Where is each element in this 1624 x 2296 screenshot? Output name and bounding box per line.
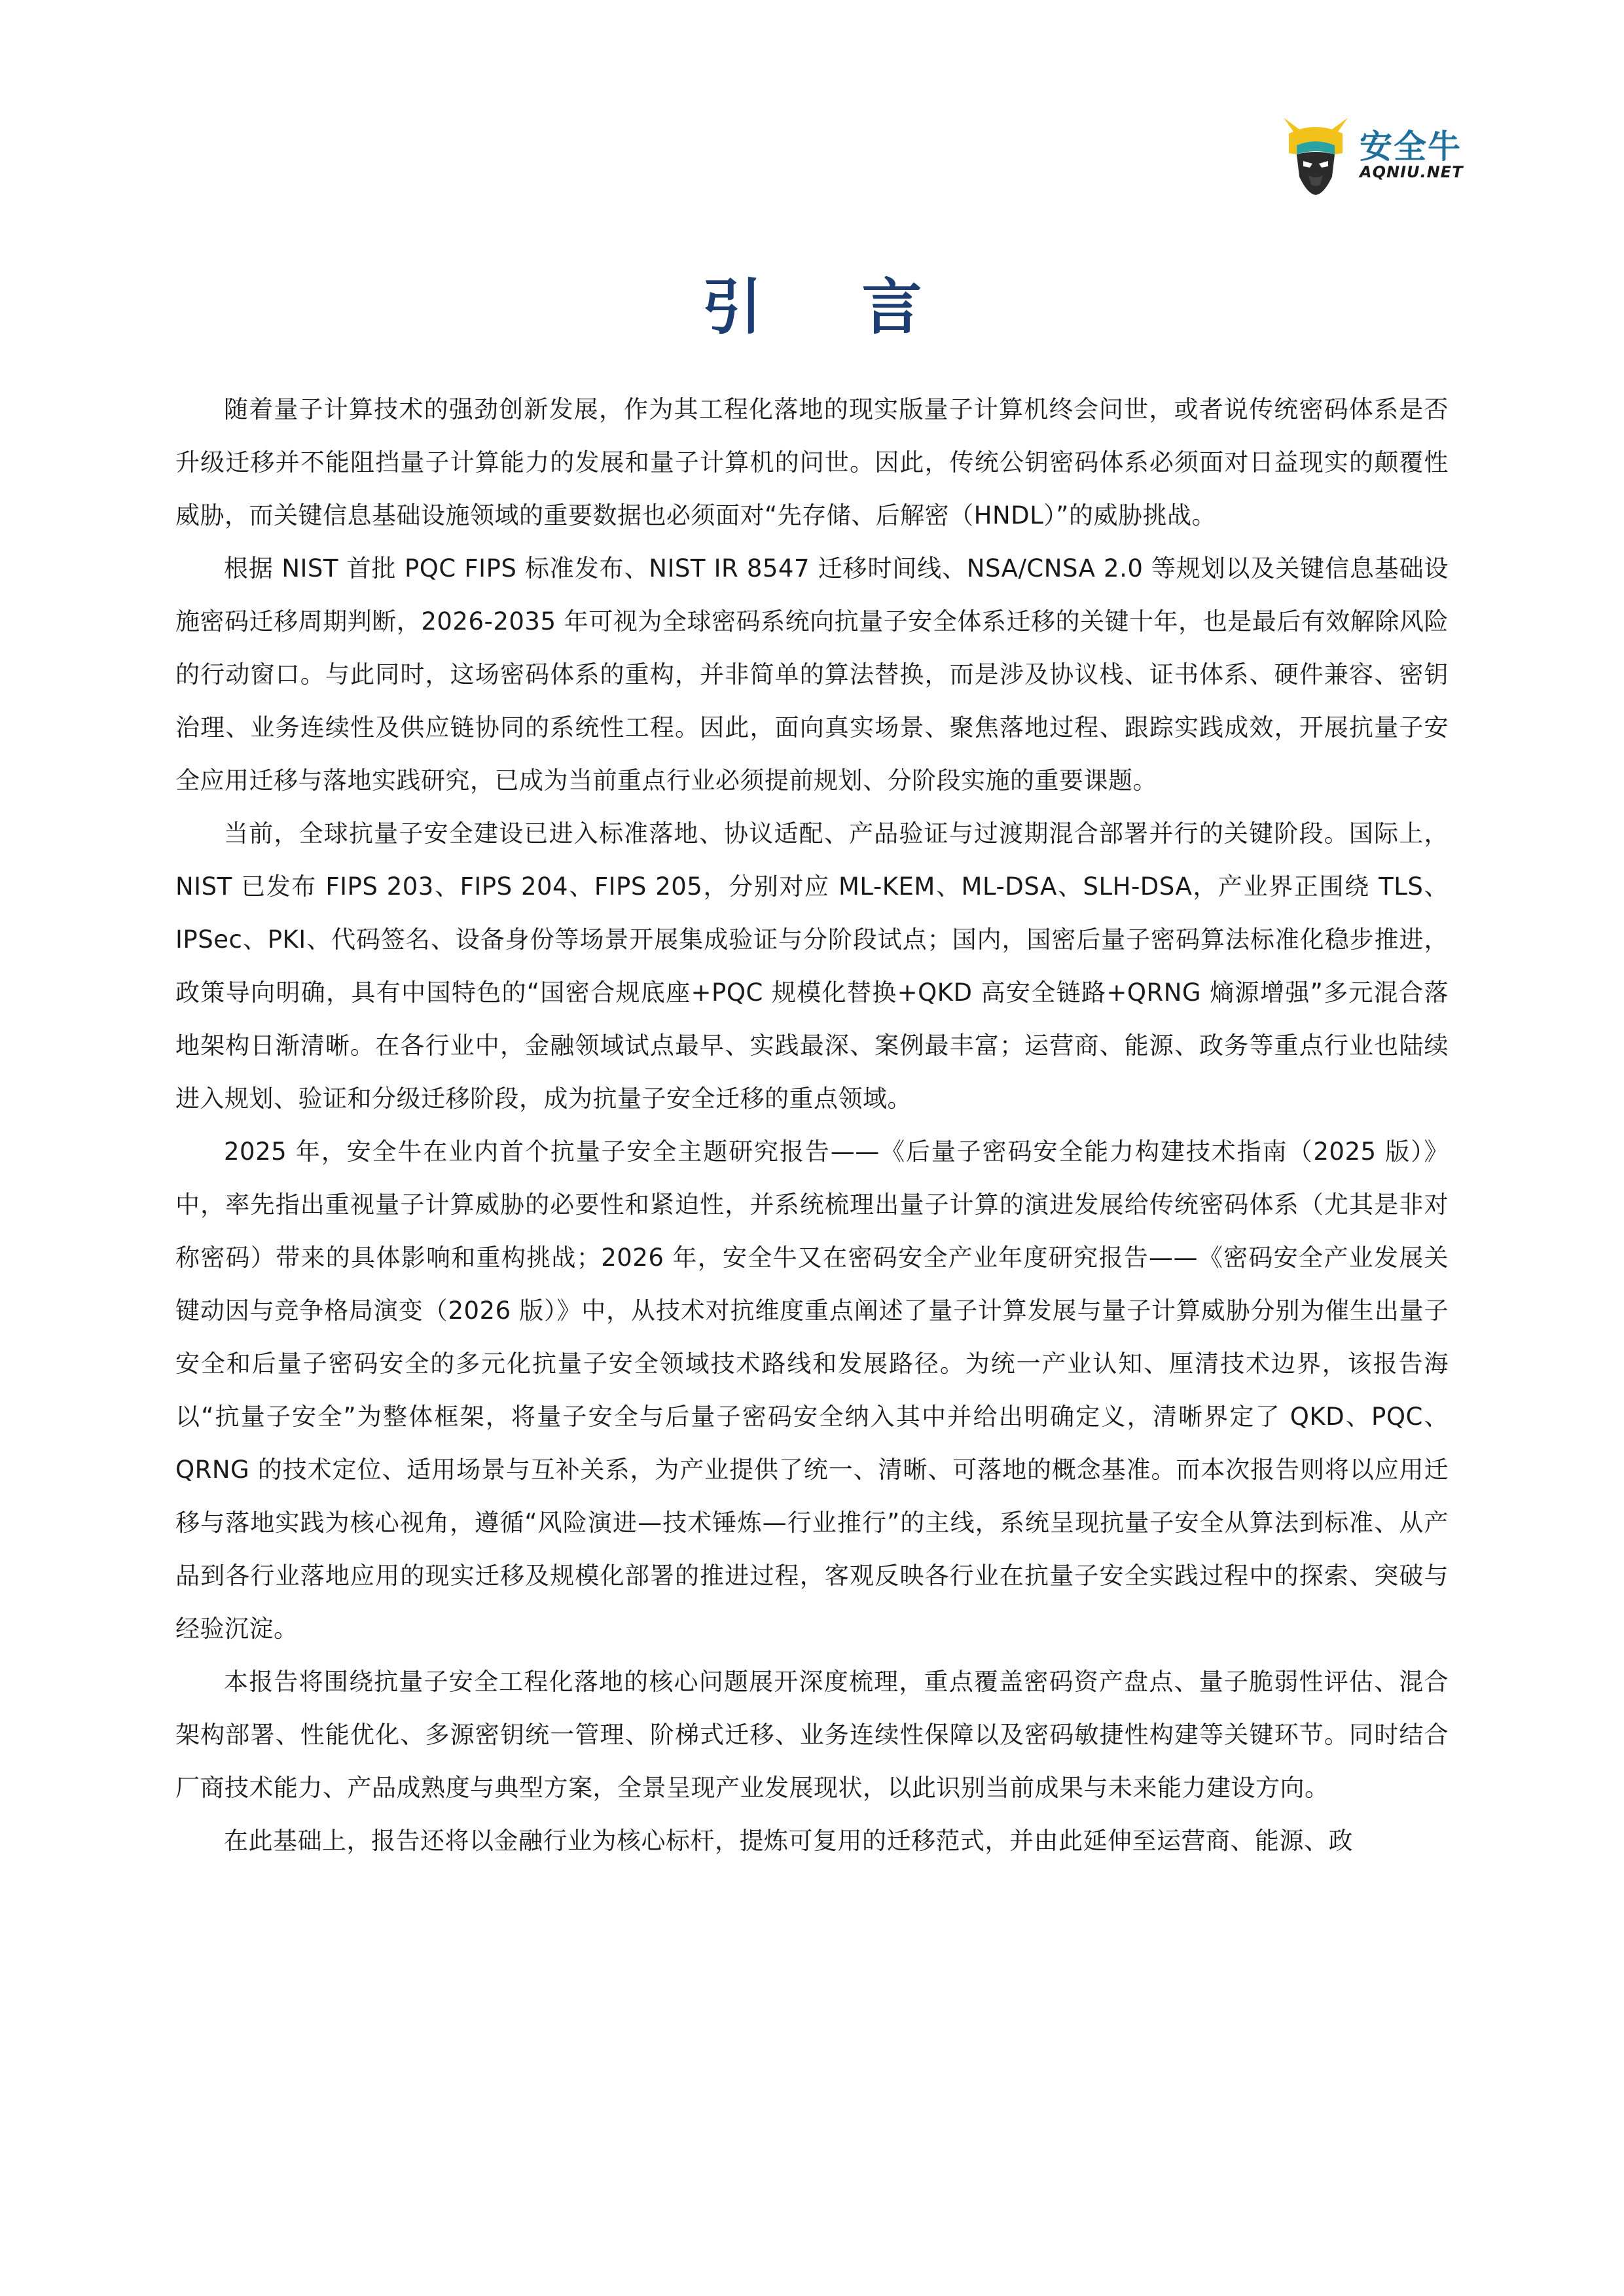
logo-name-cn: 安全牛 (1360, 127, 1462, 166)
page-title: 引 言 (702, 272, 962, 342)
bull-helmet-icon (1280, 114, 1352, 196)
paragraph: 2025 年，安全牛在业内首个抗量子安全主题研究报告——《后量子密码安全能力构建技术指南（2025 版）》中，率先指出重视量子计算威胁的必要性和紧迫性，并系统梳理出量子计算的演进发展给传统密码体系（尤其是非对称密码）带来的具体影响和重构挑战；2026 年，安全牛又在密码安全产业年度研究报告——《密码安全产业发展关键动因与竞争格局演变（2026 版）》中，从技术对抗维度重点阐述了量子计算发展与量子计算威胁分别为催生出量子安全和后量子密码安全的多元化抗量子安全领域技术路线和发展路径。为统一产业认知、厘清技术边界，该报告海以“抗量子安全”为整体框架，将量子安全与后量子密码安全纳入其中并给出明确定义，清晰界定了 QKD、PQC、QRNG 的技术定位、适用场景与互补关系，为产业提供了统一、清晰、可落地的概念基准。而本次报告则将以应用迁移与落地实践为核心视角，遵循“风险演进—技术锤炼—行业推行”的主线，系统呈现抗量子安全从算法到标准、从产品到各行业落地应用的现实迁移及规模化部署的推进过程，客观反映各行业在抗量子安全实践过程中的探索、突破与经验沉淀。 (175, 1138, 1449, 1643)
paragraph: 本报告将围绕抗量子安全工程化落地的核心问题展开深度梳理，重点覆盖密码资产盘点、量子脆弱性评估、混合架构部署、性能优化、多源密钥统一管理、阶梯式迁移、业务连续性保障以及密码敏捷性构建等关键环节。同时结合厂商技术能力、产品成熟度与典型方案，全景呈现产业发展现状，以此识别当前成果与未来能力建设方向。 (175, 1668, 1449, 1802)
paragraph: 根据 NIST 首批 PQC FIPS 标准发布、NIST IR 8547 迁移时间线、NSA/CNSA 2.0 等规划以及关键信息基础设施密码迁移周期判断，2026-2035 年可视为全球密码系统向抗量子安全体系迁移的关键十年，也是最后有效解除风险的行动窗口。与此同时，这场密码体系的重构，并非简单的算法替换，而是涉及协议栈、证书体系、硬件兼容、密钥治理、业务连续性及供应链协同的系统性工程。因此，面向真实场景、聚焦落地过程、跟踪实践成效，开展抗量子安全应用迁移与落地实践研究，已成为当前重点行业必须提前规划、分阶段实施的重要课题。 (175, 554, 1449, 795)
logo-name-en: AQNIU.NET (1360, 163, 1464, 182)
body-text (175, 383, 1449, 1867)
paragraph: 随着量子计算技术的强劲创新发展，作为其工程化落地的现实版量子计算机终会问世，或者说传统密码体系是否升级迁移并不能阻挡量子计算能力的发展和量子计算机的问世。因此，传统公钥密码体系必须面对日益现实的颠覆性威胁，而关键信息基础设施领域的重要数据也必须面对“先存储、后解密（HNDL）”的威胁挑战。 (175, 395, 1449, 529)
paragraph: 在此基础上，报告还将以金融行业为核心标杆，提炼可复用的迁移范式，并由此延伸至运营商、能源、政 (224, 1827, 1353, 1855)
brand-logo (1280, 113, 1470, 198)
paragraph: 当前，全球抗量子安全建设已进入标准落地、协议适配、产品验证与过渡期混合部署并行的关键阶段。国际上，NIST 已发布 FIPS 203、FIPS 204、FIPS 205，分别对应 ML-KEM、ML-DSA、SLH-DSA，产业界正围绕 TLS、IPSec、PKI、代码签名、设备身份等场景开展集成验证与分阶段试点；国内，国密后量子密码算法标准化稳步推进，政策导向明确，具有中国特色的“国密合规底座+PQC 规模化替换+QKD 高安全链路+QRNG 熵源增强”多元混合落地架构日渐清晰。在各行业中，金融领域试点最早、实践最深、案例最丰富；运营商、能源、政务等重点行业也陆续进入规划、验证和分级迁移阶段，成为抗量子安全迁移的重点领域。 (175, 819, 1449, 1113)
logo-text (1360, 127, 1464, 182)
